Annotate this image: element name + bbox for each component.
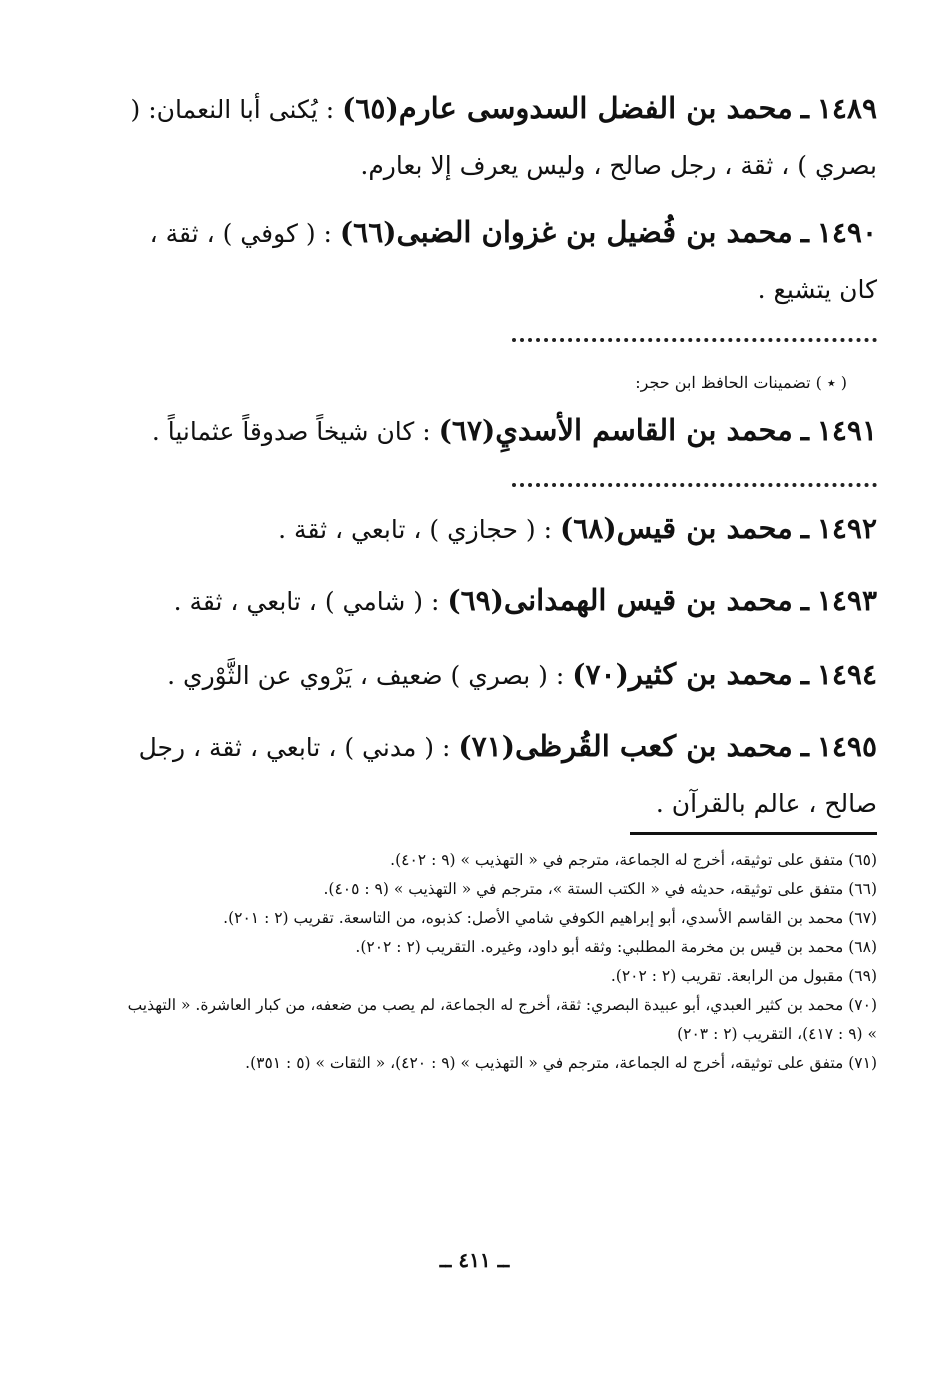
- entry-name: محمد بن فُضيل بن غزوان الضبى: [396, 215, 793, 249]
- entry-1489: [117, 80, 877, 194]
- entry-dash: ـ: [800, 584, 809, 617]
- entry-text: : ( شامي ) ، تابعي ، ثقة .: [173, 587, 440, 616]
- footnote-ref: (٧٠): [572, 658, 629, 691]
- footnote-ref: (٦٦): [339, 216, 397, 249]
- entry-number: ١٤٩٠: [816, 216, 877, 249]
- dotted-separator-bottom: [512, 483, 877, 487]
- footnote-ref: (٦٥): [342, 92, 399, 125]
- footnote-69: (٦٩) مقبول من الرابعة. تقريب (٢ : ٢٠٢).: [610, 967, 877, 985]
- footnote-71: (٧١) متفق على توثيقه، أخرج له الجماعة، مترجم في « التهذيب » (٩ : ٤٢٠)، « الثقات » (٥ : ٣٥١).: [245, 1054, 877, 1072]
- entry-1493: [117, 572, 877, 630]
- page-number: ــ ٤١١ ــ: [439, 1248, 510, 1272]
- entry-name: محمد بن كعب القُرظى: [514, 729, 793, 763]
- footnote-ref: (٦٨): [559, 512, 617, 545]
- entry-text: : ( مدني ) ، تابعي ، ثقة ، رجل صالح ، عالم بالقرآن .: [138, 733, 877, 818]
- footnote-70: (٧٠) محمد بن كثير العبدي، أبو عبيدة البصري: ثقة، أخرج له الجماعة، لم يصب من ضعفه، من كبار العاشرة. « التهذيب » (٩ : ٤١٧)، التقريب (٢ : ٢٠٣): [127, 996, 877, 1043]
- entry-1494: [117, 646, 877, 704]
- entry-name: محمد بن الفضل السدوسى عارم: [398, 91, 793, 125]
- entry-dash: ـ: [800, 92, 809, 125]
- entry-1491: [117, 402, 877, 460]
- entry-dash: ـ: [800, 512, 809, 545]
- insert-note: ( ٭ ) تضمينات الحافظ ابن حجر:: [635, 373, 847, 392]
- footnote-66: (٦٦) متفق على توثيقه، حديثه في « الكتب الستة »، مترجم في « التهذيب » (٩ : ٤٠٥).: [323, 880, 877, 898]
- entry-number: ١٤٩١: [816, 414, 877, 447]
- entry-number: ١٤٩٥: [816, 730, 877, 763]
- entry-number: ١٤٩٤: [816, 658, 877, 691]
- entry-1492: [117, 500, 877, 558]
- entry-text: : يُكنى أبا النعمان: ( بصري ) ، ثقة ، رجل صالح ، وليس يعرف إلا بعارم.: [130, 95, 877, 180]
- entry-name: محمد بن قيس: [616, 511, 793, 545]
- entry-text: : ( كوفي ) ، ثقة ، كان يتشيع .: [149, 219, 877, 304]
- entry-dash: ـ: [800, 658, 809, 691]
- entry-1495: [117, 718, 877, 832]
- entry-text: : ( حجازي ) ، تابعي ، ثقة .: [278, 515, 553, 544]
- footnote-67: (٦٧) محمد بن القاسم الأسدي، أبو إبراهيم الكوفي شامي الأصل: كذبوه، من التاسعة. تقريب (٢ : ٢٠١).: [223, 909, 877, 927]
- entry-dash: ـ: [800, 414, 809, 447]
- footnote-separator-rule: [630, 832, 877, 835]
- footnotes: [117, 846, 877, 1078]
- footnote-ref: (٧١): [458, 730, 515, 763]
- footnote-ref: (٦٩): [447, 584, 504, 617]
- footnote-68: (٦٨) محمد بن قيس بن مخرمة المطلبي: وثقه أبو داود، وغيره. التقريب (٢ : ٢٠٢).: [355, 938, 877, 956]
- entry-name: محمد بن كثير: [628, 657, 793, 691]
- entry-number: ١٤٨٩: [816, 92, 877, 125]
- footnote-65: (٦٥) متفق على توثيقه، أخرج له الجماعة، مترجم في « التهذيب » (٩ : ٤٠٢).: [390, 851, 877, 869]
- entry-text: : كان شيخاً صدوقاً عثمانياً .: [151, 417, 431, 446]
- dotted-separator-top: [512, 338, 877, 342]
- entry-number: ١٤٩٣: [816, 584, 877, 617]
- entry-name: محمد بن القاسم الأسديِ: [495, 413, 793, 447]
- entry-text: : ( بصري ) ضعيف ، يَرْوي عن الثَّوْري .: [167, 661, 565, 690]
- entry-name: محمد بن قيس الهمدانى: [503, 583, 793, 617]
- entry-number: ١٤٩٢: [816, 512, 877, 545]
- entry-1490: [117, 204, 877, 318]
- footnote-ref: (٦٧): [438, 414, 496, 447]
- entry-dash: ـ: [800, 216, 809, 249]
- entry-dash: ـ: [800, 730, 809, 763]
